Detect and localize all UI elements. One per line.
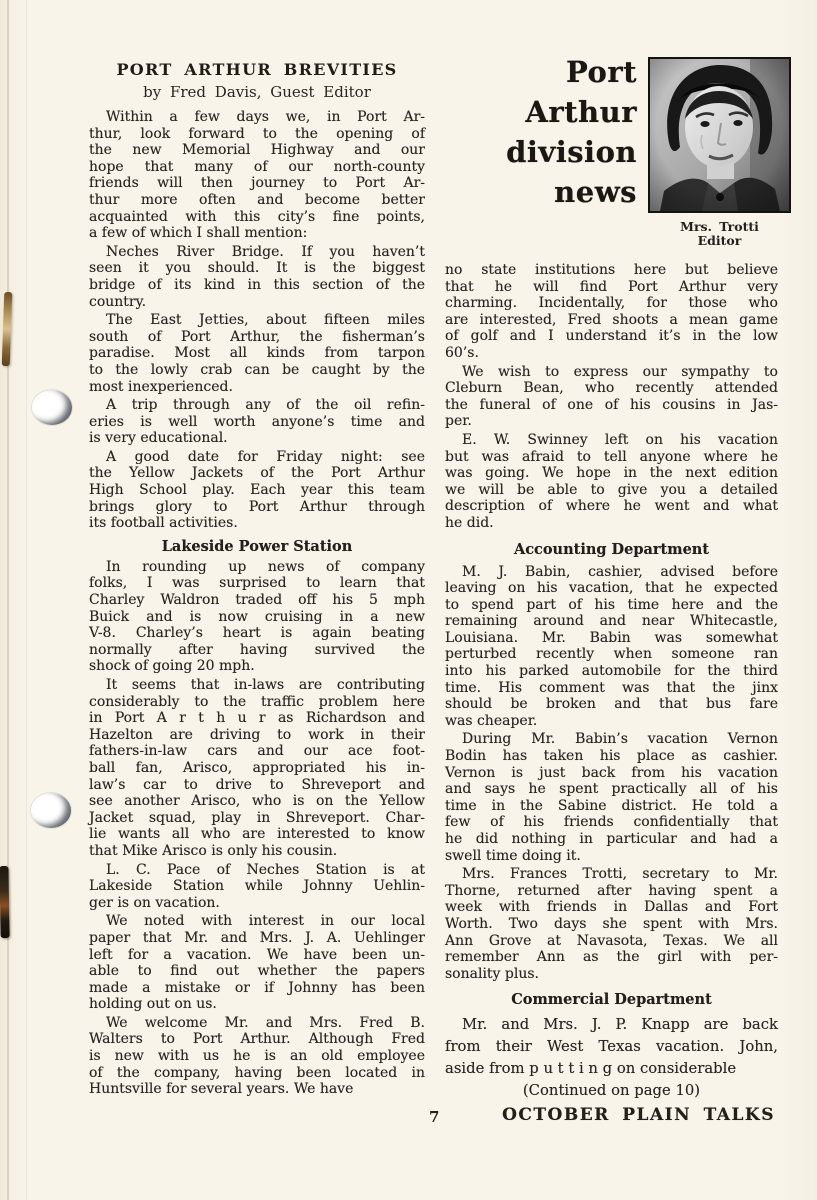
photo-caption xyxy=(648,220,791,248)
text-line: Mr. and Mrs. J. P. Knapp are back xyxy=(462,1016,778,1034)
text-line: the new Memorial Highway and our xyxy=(89,142,425,159)
text-line: from their West Texas vacation. John, xyxy=(445,1038,778,1056)
text-line: Cleburn Bean, who recently attended xyxy=(445,380,778,397)
text-line: Jacket squad, play in Shreveport. Char- xyxy=(89,809,425,826)
text-line: E. W. Swinney left on his vacation xyxy=(462,431,778,448)
left-column xyxy=(89,60,425,1098)
text-line: folks, I was surprised to learn that xyxy=(89,575,425,592)
text-line: left for a vacation. We have been un- xyxy=(89,946,425,963)
text-line: ball fan, Arisco, appropriated his in- xyxy=(89,759,425,776)
text-line: We wish to express our sympathy to xyxy=(462,363,778,380)
text-line: thur, look forward to the opening of xyxy=(89,125,425,142)
paragraph xyxy=(445,564,778,730)
text-line: acquainted with this city’s fine points, xyxy=(89,208,425,225)
text-line: is new with us he is an old employee xyxy=(89,1048,425,1065)
text-line: Worth. Two days she spent with Mrs. xyxy=(445,915,778,932)
paragraph xyxy=(89,397,425,447)
page-edge-line xyxy=(26,0,27,1200)
paragraph xyxy=(89,312,425,395)
photo-caption-role: Editor xyxy=(697,233,742,248)
text-line: law’s car to drive to Shreveport and xyxy=(89,776,425,793)
text-line: to spend part of his time here and the xyxy=(445,596,778,613)
text-line: perturbed recently when someone ran xyxy=(445,646,778,663)
section-heading: Commercial Department xyxy=(511,991,712,1009)
magazine-footer-title: OCTOBER PLAIN TALKS xyxy=(502,1105,775,1125)
text-line: description of where he went and what xyxy=(445,498,778,515)
right-column xyxy=(445,260,778,1102)
text-line: The East Jetties, about fifteen miles xyxy=(106,312,425,329)
text-line: of the company, having been located in xyxy=(89,1064,425,1081)
text-line: Vernon is just back from his vacation xyxy=(445,764,778,781)
text-line: ger is on vacation. xyxy=(89,894,220,911)
text-line: few of his friends confidentially that xyxy=(445,814,778,831)
text-line: Neches River Bridge. If you haven’t xyxy=(106,243,425,260)
paragraph xyxy=(89,913,425,1013)
text-line: Ann Grove at Navasota, Texas. We all xyxy=(445,932,778,949)
paragraph xyxy=(445,364,778,430)
text-line: Buick and is now cruising in a new xyxy=(89,608,425,625)
staple-icon xyxy=(0,866,10,938)
text-line: of golf and I understand it’s in the low xyxy=(445,328,778,345)
text-line: and says he spent practically all of his xyxy=(445,781,778,798)
text-line: A good date for Friday night: see xyxy=(106,448,425,465)
paragraph xyxy=(445,432,778,532)
text-line: to the lowly crab can be caught by the xyxy=(89,361,425,378)
masthead-line: Port Arthur xyxy=(525,55,637,129)
text-line: We noted with interest in our local xyxy=(106,913,425,930)
text-line: bridge of its kind in this section of the xyxy=(89,276,425,293)
paragraph xyxy=(445,262,778,362)
text-line: V-8. Charley’s heart is again beating xyxy=(89,625,425,642)
text-line: seen it you should. It is the biggest xyxy=(89,260,425,277)
text-line: A trip through any of the oil refin- xyxy=(106,397,425,414)
paragraph xyxy=(445,866,778,982)
text-line: aside from p u t t i n g on considerable xyxy=(445,1060,737,1078)
text-line: a few of which I shall mention: xyxy=(89,225,308,242)
paragraph xyxy=(89,559,425,675)
text-line: Charley Waldron traded off his 5 mph xyxy=(89,592,425,609)
text-line: the Yellow Jackets of the Port Arthur xyxy=(89,465,425,482)
text-line: fathers-in-law cars and our ace foot- xyxy=(89,743,425,760)
text-line: Mrs. Frances Trotti, secretary to Mr. xyxy=(462,866,778,883)
text-line: holding out on us. xyxy=(89,996,217,1013)
text-line: High School play. Each year this team xyxy=(89,482,425,499)
text-line: normally after having survived the xyxy=(89,641,425,658)
staple-icon xyxy=(2,292,13,366)
text-line: no state institutions here but believe xyxy=(445,262,778,278)
text-line: We welcome Mr. and Mrs. Fred B. xyxy=(106,1014,425,1031)
text-line: Within a few days we, in Port Ar- xyxy=(106,109,425,125)
text-line: 60’s. xyxy=(445,344,479,361)
text-line: Huntsville for several years. We have xyxy=(89,1081,354,1098)
text-line: leaving on his vacation, that he expected xyxy=(445,580,778,597)
punch-hole-top xyxy=(32,390,72,425)
text-line: Walters to Port Arthur. Although Fred xyxy=(89,1031,425,1048)
text-line: Hazelton are driving to work in their xyxy=(89,726,425,743)
text-line: its football activities. xyxy=(89,515,238,532)
text-line: During Mr. Babin’s vacation Vernon xyxy=(462,731,778,748)
text-line: It seems that in-laws are contributing xyxy=(106,677,425,693)
binding-crease xyxy=(7,0,9,1200)
text-line: Louisiana. Mr. Babin was somewhat xyxy=(445,629,778,646)
paragraph xyxy=(89,677,425,860)
text-line: but was afraid to tell anyone where he xyxy=(445,448,778,465)
paragraph xyxy=(445,731,778,864)
text-line: in Port A r t h u r as Richardson and xyxy=(89,710,425,727)
text-line: thur more often and become better xyxy=(89,191,425,208)
text-line: M. J. Babin, cashier, advised before xyxy=(462,563,778,580)
punch-hole-bottom xyxy=(31,793,71,828)
photo-caption-name: Mrs. Trotti xyxy=(680,219,759,234)
portrait-illustration xyxy=(650,59,789,211)
text-line: per. xyxy=(445,413,472,430)
continued-note: (Continued on page 10) xyxy=(522,1082,701,1100)
text-line: was cheaper. xyxy=(445,712,538,729)
text-line: paradise. Most all kinds from tarpon xyxy=(89,345,425,362)
text-line: that he will find Port Arthur very xyxy=(445,278,778,295)
text-line: L. C. Pace of Neches Station is at xyxy=(106,861,425,878)
text-line: charming. Incidentally, for those who xyxy=(445,295,778,312)
text-line: is very educational. xyxy=(89,430,228,447)
paragraph xyxy=(445,1014,778,1080)
section-heading: Accounting Department xyxy=(513,540,710,558)
text-line: most inexperienced. xyxy=(89,378,233,395)
text-line: time in the Sabine district. He told a xyxy=(445,797,778,814)
paragraph xyxy=(89,449,425,532)
paragraph xyxy=(89,1015,425,1098)
text-line: hope that many of our north-county xyxy=(89,158,425,175)
text-line: considerably to the traffic problem here xyxy=(89,693,425,710)
left-column-body xyxy=(89,109,425,1098)
text-line: time. His comment was that the jinx xyxy=(445,679,778,696)
text-line: week with friends in Dallas and Fort xyxy=(445,899,778,916)
text-line: Bodin has taken his place as cashier. xyxy=(445,748,778,765)
editor-photo-figure xyxy=(648,57,791,248)
article-title: PORT ARTHUR BREVITIES xyxy=(116,60,398,79)
division-masthead xyxy=(447,52,637,212)
text-line: south of Port Arthur, the fisherman’s xyxy=(89,328,425,345)
text-line: remember Ann as the girl with per- xyxy=(445,949,778,966)
text-line: he did. xyxy=(445,514,494,531)
paragraph xyxy=(89,109,425,242)
text-line: In rounding up news of company xyxy=(106,558,425,575)
paragraph xyxy=(89,244,425,310)
text-line: paper that Mr. and Mrs. J. A. Uehlinger xyxy=(89,929,425,946)
text-line: we will be able to give you a detailed xyxy=(445,481,778,498)
text-line: shock of going 20 mph. xyxy=(89,658,255,675)
text-line: are interested, Fred shoots a mean game xyxy=(445,311,778,328)
text-line: able to find out whether the papers xyxy=(89,963,425,980)
text-line: see another Arisco, who is on the Yellow xyxy=(89,793,425,810)
text-line: Thorne, returned after having spent a xyxy=(445,882,778,899)
section-heading: Lakeside Power Station xyxy=(161,537,353,555)
text-line: Lakeside Station while Johnny Uehlin- xyxy=(89,878,425,895)
text-line: lie wants all who are interested to know xyxy=(89,826,425,843)
text-line: that Mike Arisco is only his cousin. xyxy=(89,842,338,859)
text-line: country. xyxy=(89,293,147,310)
text-line: the funeral of one of his cousins in Jas- xyxy=(445,396,778,413)
paragraph xyxy=(89,862,425,912)
text-line: was going. We hope in the next edition xyxy=(445,465,778,482)
text-line: brings glory to Port Arthur through xyxy=(89,498,425,515)
page-number: 7 xyxy=(429,1108,440,1126)
text-line: swell time doing it. xyxy=(445,847,581,864)
text-line: should be broken and that bus fare xyxy=(445,696,778,713)
masthead-line: news xyxy=(554,175,637,209)
text-line: eries is well worth anyone’s time and xyxy=(89,413,425,430)
text-line: friends will then journey to Port Ar- xyxy=(89,175,425,192)
text-line: he did nothing in particular and had a xyxy=(445,831,778,847)
editor-portrait-photo xyxy=(648,57,791,213)
text-line: remaining around and near Whitecastle, xyxy=(445,613,778,630)
text-line: made a mistake or if Johnny has been xyxy=(89,979,425,996)
text-line: sonality plus. xyxy=(445,965,540,982)
article-byline: by Fred Davis, Guest Editor xyxy=(143,83,371,101)
masthead-line: division xyxy=(506,135,637,169)
text-line: into his parked automobile for the third xyxy=(445,663,778,680)
